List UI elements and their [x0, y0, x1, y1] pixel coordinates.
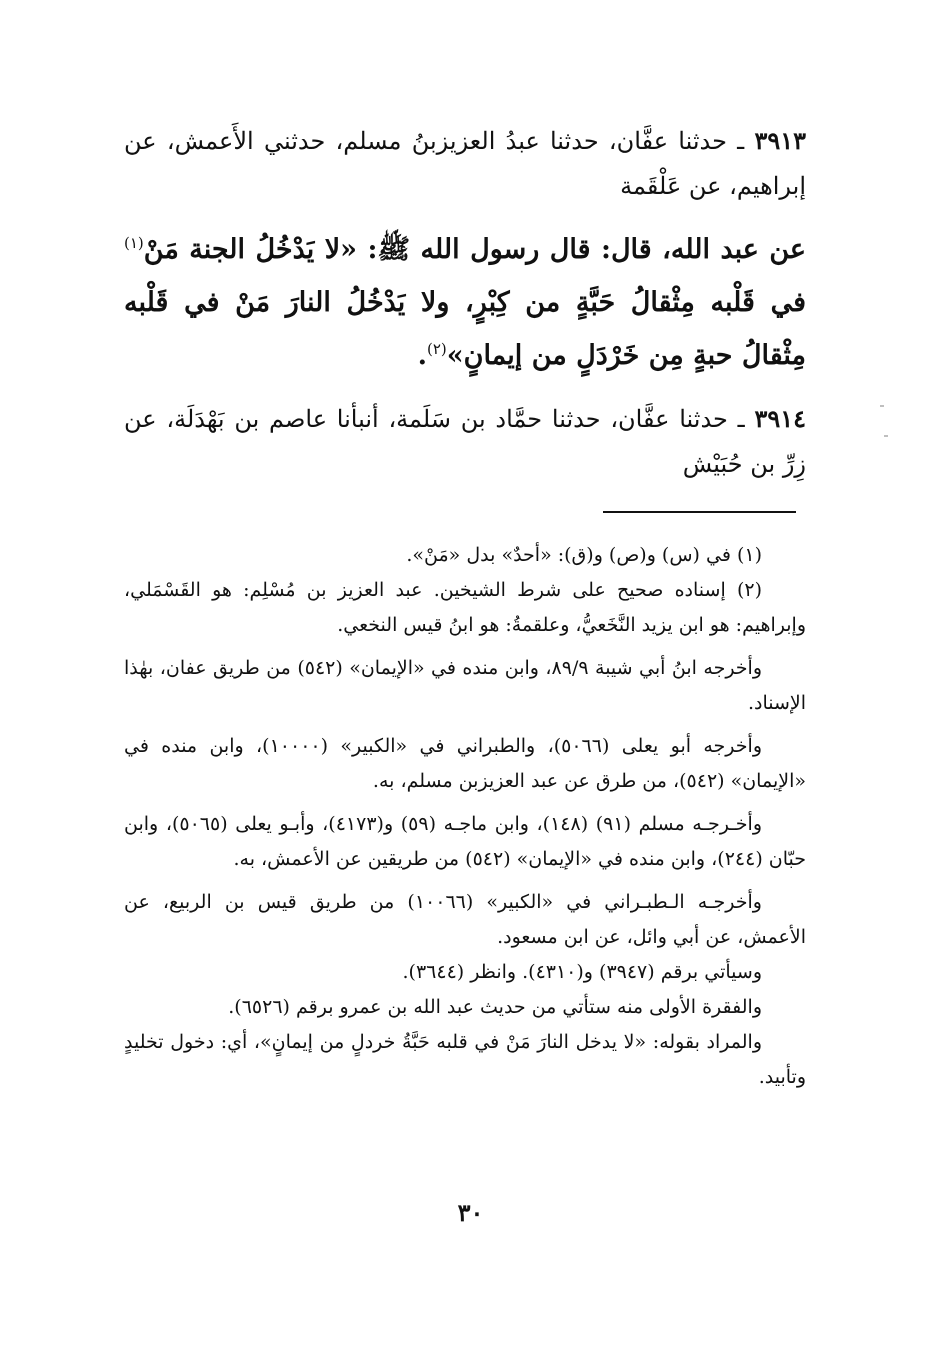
hadith-number: ٣٩١٤	[754, 404, 806, 433]
isnad-text: ـ حدثنا عفَّان، حدثنا حمَّاد بن سَلَمة، أنبأنا عاصم بن بَهْدَلَة، عن زِرِّ بن حُبَيْش	[124, 405, 806, 478]
hadith-number: ٣٩١٣	[754, 126, 806, 155]
footnote-paragraph: وسيأتي برقم (٣٩٤٧) و(٤٣١٠). وانظر (٣٦٤٤).	[402, 961, 762, 983]
hadith-3913-matn	[124, 223, 806, 382]
footnote-ref-2: (٢)	[426, 340, 447, 358]
scan-speck	[880, 405, 884, 407]
footnote-paragraph: وأخـرجـه مسلم (٩١) (١٤٨)، وابن ماجـه (٥٩) و(٤١٧٣)، وأبـو يعلى (٥٠٦٥)، وابن حبّان (٢٤٤)، وابن منده في «الإيمان» (٥٤٢) من طريقين عن الأعمش، به.	[124, 813, 806, 870]
hadith-3914-isnad	[124, 396, 806, 487]
footnote-paragraph: والمراد بقوله: «لا يدخل النارَ مَنْ في قلبه حَبَّةُ خردلٍ من إيمانٍ»، أي: دخول تخليدٍ وتأبيد.	[124, 1031, 806, 1088]
footnote-2: (٢) إسناده صحيح على شرط الشيخين. عبد العزيز بن مُسْلِم: هو القَسْمَلي، وإبراهيم: هو ابن يزيد النَّخَعيُّ، وعلقمةُ: هو ابنُ قيس النخعي.	[124, 579, 806, 636]
footnote-paragraph: وأخرجه أبو يعلى (٥٠٦٦)، والطبراني في «الكبير» (١٠٠٠٠)، وابن منده في «الإيمان» (٥٤٢)، من طرق عن عبد العزيزبن مسلم، به.	[124, 735, 806, 792]
footnote-paragraph: والفقرة الأولى منه ستأتي من حديث عبد الله بن عمرو برقم (٦٥٢٦).	[228, 996, 762, 1018]
footnotes	[124, 538, 806, 1095]
footnote-separator	[603, 511, 796, 513]
hadith-3913-isnad	[124, 118, 806, 209]
page-number: ٣٠	[457, 1198, 484, 1227]
main-text	[124, 118, 806, 487]
matn-text: في قَلْبه مِثْقالُ حَبَّةٍ من كِبْرٍ، ولا يَدْخُلُ النارَ مَنْ في قَلْبه مِثْقالُ حبةٍ مِن خَرْدَلٍ من إيمانٍ»	[124, 287, 806, 371]
matn-end: .	[417, 340, 427, 371]
footnote-1: (١) في (س) و(ص) و(ق): «أحدٌ» بدل «مَنْ».	[406, 544, 762, 566]
footnote-paragraph: وأخرجه ابنُ أبي شيبة ٨٩/٩، وابن منده في «الإيمان» (٥٤٢) من طريق عفان، بهٰذا الإسناد.	[124, 657, 806, 714]
matn-text: عن عبد الله، قال: قال رسول الله ﷺ: «لا يَدْخُلُ الجنة مَنْ	[143, 234, 806, 265]
scan-speck	[884, 435, 888, 437]
footnote-paragraph: وأخرجـه الـطبـراني في «الكبير» (١٠٠٦٦) من طريق قيس بن الربيع، عن الأعمش، عن أبي وائل، عن ابن مسعود.	[124, 891, 806, 948]
footnote-ref-1: (١)	[124, 234, 144, 252]
isnad-text: ـ حدثنا عفَّان، حدثنا عبدُ العزيزبنُ مسلم، حدثني الأَعمش، عن إبراهيم، عن عَلْقَمة	[124, 127, 806, 200]
